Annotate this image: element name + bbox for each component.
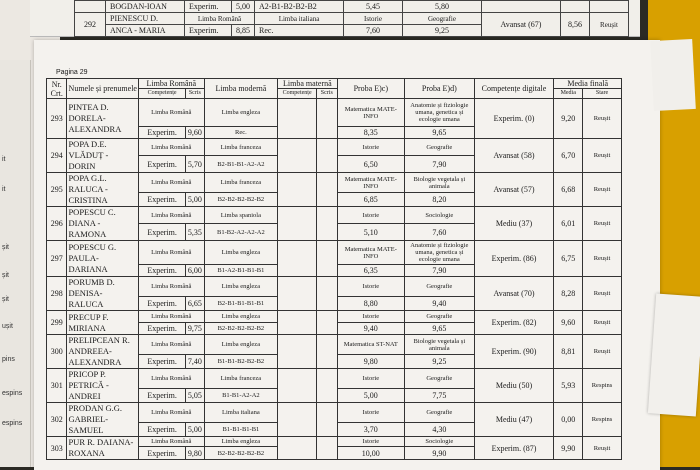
moderna-cell: Limba engleza: [204, 335, 278, 355]
level-cell: Experim.: [139, 423, 186, 437]
table-row: [47, 277, 622, 297]
digital-header: Competențe digitale: [474, 79, 554, 99]
nr-cell: 293: [47, 99, 67, 139]
materna-competente-cell: [278, 437, 317, 460]
media-finala-header: Media finală: [554, 79, 622, 89]
media-cell: 6,01: [554, 207, 583, 241]
media-cell: 9,60: [554, 311, 583, 335]
ed-score-cell: 9,25: [405, 355, 475, 369]
romana-header: Limba Română: [139, 79, 204, 89]
moderna-cell: Limba engleza: [204, 437, 278, 447]
stare-cell: Reușit: [583, 311, 622, 335]
stare-cell: Reușit: [583, 277, 622, 311]
table-row: [47, 369, 622, 389]
materna-scris-cell: [317, 139, 337, 173]
edge-text: șit: [2, 272, 9, 279]
ec-cell: Istorie: [344, 13, 403, 25]
materna-competente-cell: [278, 335, 317, 369]
competente-header: Competențe: [139, 89, 186, 99]
materna-competente-cell: [278, 311, 317, 335]
edge-text: it: [2, 186, 6, 193]
stare-cell: Reușit: [590, 13, 629, 37]
ed-score-cell: 9,40: [405, 297, 475, 311]
materna-competente-cell: [278, 277, 317, 311]
ed-header: Proba E)d): [405, 79, 475, 99]
digital-cell: Avansat (58): [474, 139, 554, 173]
ed-subject-cell: Anatomie și fiziologie umana, genetica și ecologie umana: [405, 99, 475, 127]
moderna-level-cell: B1-B2-A2-A2-A2: [204, 224, 278, 241]
stare-cell: Respins: [583, 369, 622, 403]
level-cell: Experim.: [139, 127, 186, 139]
romana-cell: Limba Română: [139, 335, 204, 355]
ec-header: Proba E)c): [337, 79, 405, 99]
level-cell: Experim.: [139, 156, 186, 173]
digital-cell: Avansat (67): [482, 13, 561, 37]
ed-score-cell: 9,65: [405, 127, 475, 139]
edge-text: it: [2, 156, 6, 163]
previous-page-sheet: [30, 0, 640, 37]
materna-scris-cell: [317, 369, 337, 403]
romana-cell: Limba Română: [139, 99, 204, 127]
romana-cell: Limba Română: [139, 173, 204, 193]
name-cell: ANCA - MARIA: [106, 25, 185, 37]
nr-cell: 295: [47, 173, 67, 207]
materna-scris-cell: [317, 99, 337, 139]
level-cell: Limba Română: [185, 13, 255, 25]
media-cell: 0,00: [554, 403, 583, 437]
romana-cell: Limba Română: [139, 437, 204, 447]
edge-text: șit: [2, 296, 9, 303]
ec-score-cell: 9,40: [337, 323, 405, 335]
level-cell: Experim.: [139, 224, 186, 241]
table-row: [47, 335, 622, 355]
ed-subject-cell: Biologie vegetala și animala: [405, 173, 475, 193]
digital-cell: Mediu (37): [474, 207, 554, 241]
ed-score-cell: 4,30: [405, 423, 475, 437]
score-cell: 6,65: [186, 297, 204, 311]
ed-score-cell: 8,20: [405, 193, 475, 207]
nr-cell: 294: [47, 139, 67, 173]
stare-cell: Reușit: [583, 207, 622, 241]
score-cell: 5,00: [232, 1, 255, 13]
table-row: [47, 173, 622, 193]
score-cell: 9,60: [186, 127, 204, 139]
ec-subject-cell: Matematica MATE-INFO: [337, 99, 405, 127]
results-table: [46, 78, 622, 460]
edge-text: șit: [2, 244, 9, 251]
name-cell: PUR R. DAIANA-ROXANA: [67, 437, 139, 460]
modern-cell: Rec.: [255, 25, 344, 37]
stare-header: Stare: [583, 89, 622, 99]
ec-subject-cell: Istorie: [337, 403, 405, 423]
ed-subject-cell: Geografie: [405, 277, 475, 297]
stare-cell: Reușit: [583, 173, 622, 207]
name-cell: PINTEA D. DORELA-ALEXANDRA: [67, 99, 139, 139]
romana-cell: Limba Română: [139, 139, 204, 156]
level-cell: Experim.: [139, 389, 186, 403]
ec-score-cell: 8,35: [337, 127, 405, 139]
paper-flap: [650, 39, 696, 111]
table-row: [47, 311, 622, 323]
moderna-header: Limba modernă: [204, 79, 278, 99]
materna-scris-cell: [317, 335, 337, 369]
media-cell: 8,28: [554, 277, 583, 311]
name-cell: PRELIPCEAN R. ANDREEA-ALEXANDRA: [67, 335, 139, 369]
ec-subject-cell: Matematica ST-NAT: [337, 335, 405, 355]
ec-subject-cell: Istorie: [337, 437, 405, 447]
digital-cell: Experim. (0): [474, 99, 554, 139]
ec-subject-cell: Istorie: [337, 277, 405, 297]
level-cell: Experim.: [139, 193, 186, 207]
nr-cell: 297: [47, 241, 67, 277]
nr-cell: [75, 1, 106, 13]
romana-cell: Limba Română: [139, 277, 204, 297]
ec-subject-cell: Matematica MATE-INFO: [337, 173, 405, 193]
score-cell: 5,00: [186, 423, 204, 437]
table-row: [47, 207, 622, 224]
materna-competente-cell: [278, 99, 317, 139]
media-cell: 6,68: [554, 173, 583, 207]
digital-cell: Avansat (70): [474, 277, 554, 311]
materna-competente-cell: [278, 207, 317, 241]
score-cell: 5,00: [186, 193, 204, 207]
scris-header: Scris: [186, 89, 204, 99]
media-header: Media: [554, 89, 583, 99]
score-cell: 5,70: [186, 156, 204, 173]
ed-score-cell: 9,90: [405, 447, 475, 460]
stare-cell: Reușit: [583, 241, 622, 277]
digital-cell: Mediu (47): [474, 403, 554, 437]
edge-text: espins: [2, 420, 23, 427]
media-cell: 5,93: [554, 369, 583, 403]
ed-score-cell: 7,90: [405, 156, 475, 173]
digital-cell: Experim. (82): [474, 311, 554, 335]
name-cell: PORUMB D. DENISA- RALUCA: [67, 277, 139, 311]
edge-text: espins: [2, 390, 23, 397]
materna-competente-header: Competențe: [278, 89, 317, 99]
nr-cell: 298: [47, 277, 67, 311]
ec-subject-cell: Istorie: [337, 311, 405, 323]
modern-cell: Limba italiana: [255, 13, 344, 25]
name-cell: BOGDAN-IOAN: [106, 1, 185, 13]
romana-cell: Limba Română: [139, 403, 204, 423]
ec-subject-cell: Matematica MATE-INFO: [337, 241, 405, 265]
ed-subject-cell: Geografie: [405, 369, 475, 389]
romana-cell: Limba Română: [139, 241, 204, 265]
ec-score-cell: 6,85: [337, 193, 405, 207]
media-cell: 6,70: [554, 139, 583, 173]
name-cell: PRECUP F. MIRIANA: [67, 311, 139, 335]
digital-cell: Experim. (90): [474, 335, 554, 369]
moderna-level-cell: B1-B1-B2-B2-B2: [204, 355, 278, 369]
media-cell: 9,20: [554, 99, 583, 139]
ec-score-cell: 8,80: [337, 297, 405, 311]
materna-scris-header: Scris: [317, 89, 337, 99]
ed-subject-cell: Geografie: [405, 139, 475, 156]
ec-cell: 7,60: [344, 25, 403, 37]
level-cell: Experim.: [139, 323, 186, 335]
ed-score-cell: 7,75: [405, 389, 475, 403]
materna-competente-cell: [278, 139, 317, 173]
moderna-cell: Limba engleza: [204, 99, 278, 127]
level-cell: Experim.: [139, 355, 186, 369]
digital-cell: Mediu (50): [474, 369, 554, 403]
score-cell: 5,35: [186, 224, 204, 241]
ec-score-cell: 10,00: [337, 447, 405, 460]
modern-cell: A2-B1-B2-B2-B2: [255, 1, 344, 13]
moderna-level-cell: B1-A2-B1-B1-B1: [204, 265, 278, 277]
ed-score-cell: 7,90: [405, 265, 475, 277]
level-cell: Experim.: [185, 1, 232, 13]
ec-subject-cell: Istorie: [337, 207, 405, 224]
name-cell: PRODAN G.G. GABRIEL-SAMUEL: [67, 403, 139, 437]
ec-score-cell: 3,70: [337, 423, 405, 437]
table-row: [47, 99, 622, 127]
table-row: [47, 403, 622, 423]
ec-score-cell: 5,00: [337, 389, 405, 403]
ed-subject-cell: Sociologie: [405, 207, 475, 224]
name-cell: POPA D.E. VLĂDUȚ - DORIN: [67, 139, 139, 173]
ed-cell: 9,25: [403, 25, 482, 37]
ed-score-cell: 7,60: [405, 224, 475, 241]
score-cell: 9,80: [186, 447, 204, 460]
materna-scris-cell: [317, 403, 337, 437]
moderna-cell: Limba engleza: [204, 277, 278, 297]
score-cell: 5,05: [186, 389, 204, 403]
media-cell: 8,56: [561, 13, 590, 37]
ed-subject-cell: Biologie vegetala și animala: [405, 335, 475, 355]
moderna-level-cell: B2-B2-B2-B2-B2: [204, 323, 278, 335]
paper-flap: [648, 293, 700, 416]
stare-cell: Respins: [583, 403, 622, 437]
name-cell: PIENESCU D.: [106, 13, 185, 25]
table-row: [75, 1, 629, 13]
page-number: Pagina 29: [56, 69, 88, 76]
ec-score-cell: 6,50: [337, 156, 405, 173]
digital-cell: [482, 1, 561, 13]
moderna-level-cell: B2-B1-B1-A2-A2: [204, 156, 278, 173]
materna-competente-cell: [278, 241, 317, 277]
nr-cell: 300: [47, 335, 67, 369]
name-cell: POPA G.L. RALUCA - CRISTINA: [67, 173, 139, 207]
level-cell: Experim.: [185, 25, 232, 37]
moderna-cell: Limba italiana: [204, 403, 278, 423]
moderna-level-cell: B1-B1-A2-A2: [204, 389, 278, 403]
digital-cell: Experim. (87): [474, 437, 554, 460]
materna-competente-cell: [278, 369, 317, 403]
materna-scris-cell: [317, 207, 337, 241]
nr-cell: 303: [47, 437, 67, 460]
moderna-cell: Limba franceza: [204, 139, 278, 156]
edge-text: pins: [2, 356, 15, 363]
nr-header: Nr. Crt.: [47, 79, 67, 99]
table-row: [47, 437, 622, 447]
moderna-cell: Limba engleza: [204, 241, 278, 265]
ec-score-cell: 5,10: [337, 224, 405, 241]
ed-subject-cell: Geografie: [405, 403, 475, 423]
ec-subject-cell: Istorie: [337, 369, 405, 389]
materna-scris-cell: [317, 437, 337, 460]
level-cell: Experim.: [139, 297, 186, 311]
media-cell: [561, 1, 590, 13]
media-cell: 9,90: [554, 437, 583, 460]
moderna-level-cell: Rec.: [204, 127, 278, 139]
nr-cell: 296: [47, 207, 67, 241]
materna-scris-cell: [317, 241, 337, 277]
edge-text: ușit: [2, 323, 13, 330]
ed-score-cell: 9,65: [405, 323, 475, 335]
digital-cell: Avansat (57): [474, 173, 554, 207]
moderna-cell: Limba franceza: [204, 173, 278, 193]
table-row: [47, 241, 622, 265]
table-row: [47, 139, 622, 156]
score-cell: 9,75: [186, 323, 204, 335]
score-cell: 7,40: [186, 355, 204, 369]
ed-subject-cell: Anatomie și fiziologie umana, genetica și ecologie umana: [405, 241, 475, 265]
ec-score-cell: 6,35: [337, 265, 405, 277]
name-cell: POPESCU G. PAULA-DARIANA: [67, 241, 139, 277]
materna-header: Limba maternă: [278, 79, 337, 89]
name-cell: PRICOP P. PETRICĂ - ANDREI: [67, 369, 139, 403]
name-header: Numele și prenumele: [67, 79, 139, 99]
moderna-level-cell: B2-B2-B2-B2-B2: [204, 447, 278, 460]
romana-cell: Limba Română: [139, 207, 204, 224]
header-row: [47, 79, 622, 89]
romana-cell: Limba Română: [139, 369, 204, 389]
materna-competente-cell: [278, 173, 317, 207]
nr-cell: 301: [47, 369, 67, 403]
nr-cell: 299: [47, 311, 67, 335]
ed-cell: Geografie: [403, 13, 482, 25]
nr-cell: 292: [75, 13, 106, 37]
romana-cell: Limba Română: [139, 311, 204, 323]
ed-subject-cell: Geografie: [405, 311, 475, 323]
media-cell: 8,81: [554, 335, 583, 369]
ed-cell: 5,80: [403, 1, 482, 13]
stare-cell: Reușit: [583, 335, 622, 369]
ec-subject-cell: Istorie: [337, 139, 405, 156]
score-cell: 6,00: [186, 265, 204, 277]
materna-scris-cell: [317, 311, 337, 335]
stare-cell: Reușit: [583, 99, 622, 139]
level-cell: Experim.: [139, 265, 186, 277]
moderna-cell: Limba spaniola: [204, 207, 278, 224]
stare-cell: Reușit: [583, 437, 622, 460]
nr-cell: 302: [47, 403, 67, 437]
ed-subject-cell: Sociologie: [405, 437, 475, 447]
moderna-level-cell: B1-B1-B1-B1: [204, 423, 278, 437]
materna-competente-cell: [278, 403, 317, 437]
materna-scris-cell: [317, 277, 337, 311]
moderna-level-cell: B2-B1-B1-B1-B1: [204, 297, 278, 311]
level-cell: Experim.: [139, 447, 186, 460]
materna-scris-cell: [317, 173, 337, 207]
ec-cell: 5,45: [344, 1, 403, 13]
digital-cell: Experim. (86): [474, 241, 554, 277]
ec-score-cell: 9,80: [337, 355, 405, 369]
previous-page-table: [74, 0, 629, 37]
score-cell: 8,85: [232, 25, 255, 37]
stare-cell: [590, 1, 629, 13]
moderna-level-cell: B2-B2-B2-B2-B2: [204, 193, 278, 207]
left-side-sheet: [0, 60, 31, 467]
table-row: [75, 13, 629, 25]
moderna-cell: Limba franceza: [204, 369, 278, 389]
media-cell: 6,75: [554, 241, 583, 277]
moderna-cell: Limba engleza: [204, 311, 278, 323]
name-cell: POPESCU C. DIANA - RAMONA: [67, 207, 139, 241]
stare-cell: Reușit: [583, 139, 622, 173]
